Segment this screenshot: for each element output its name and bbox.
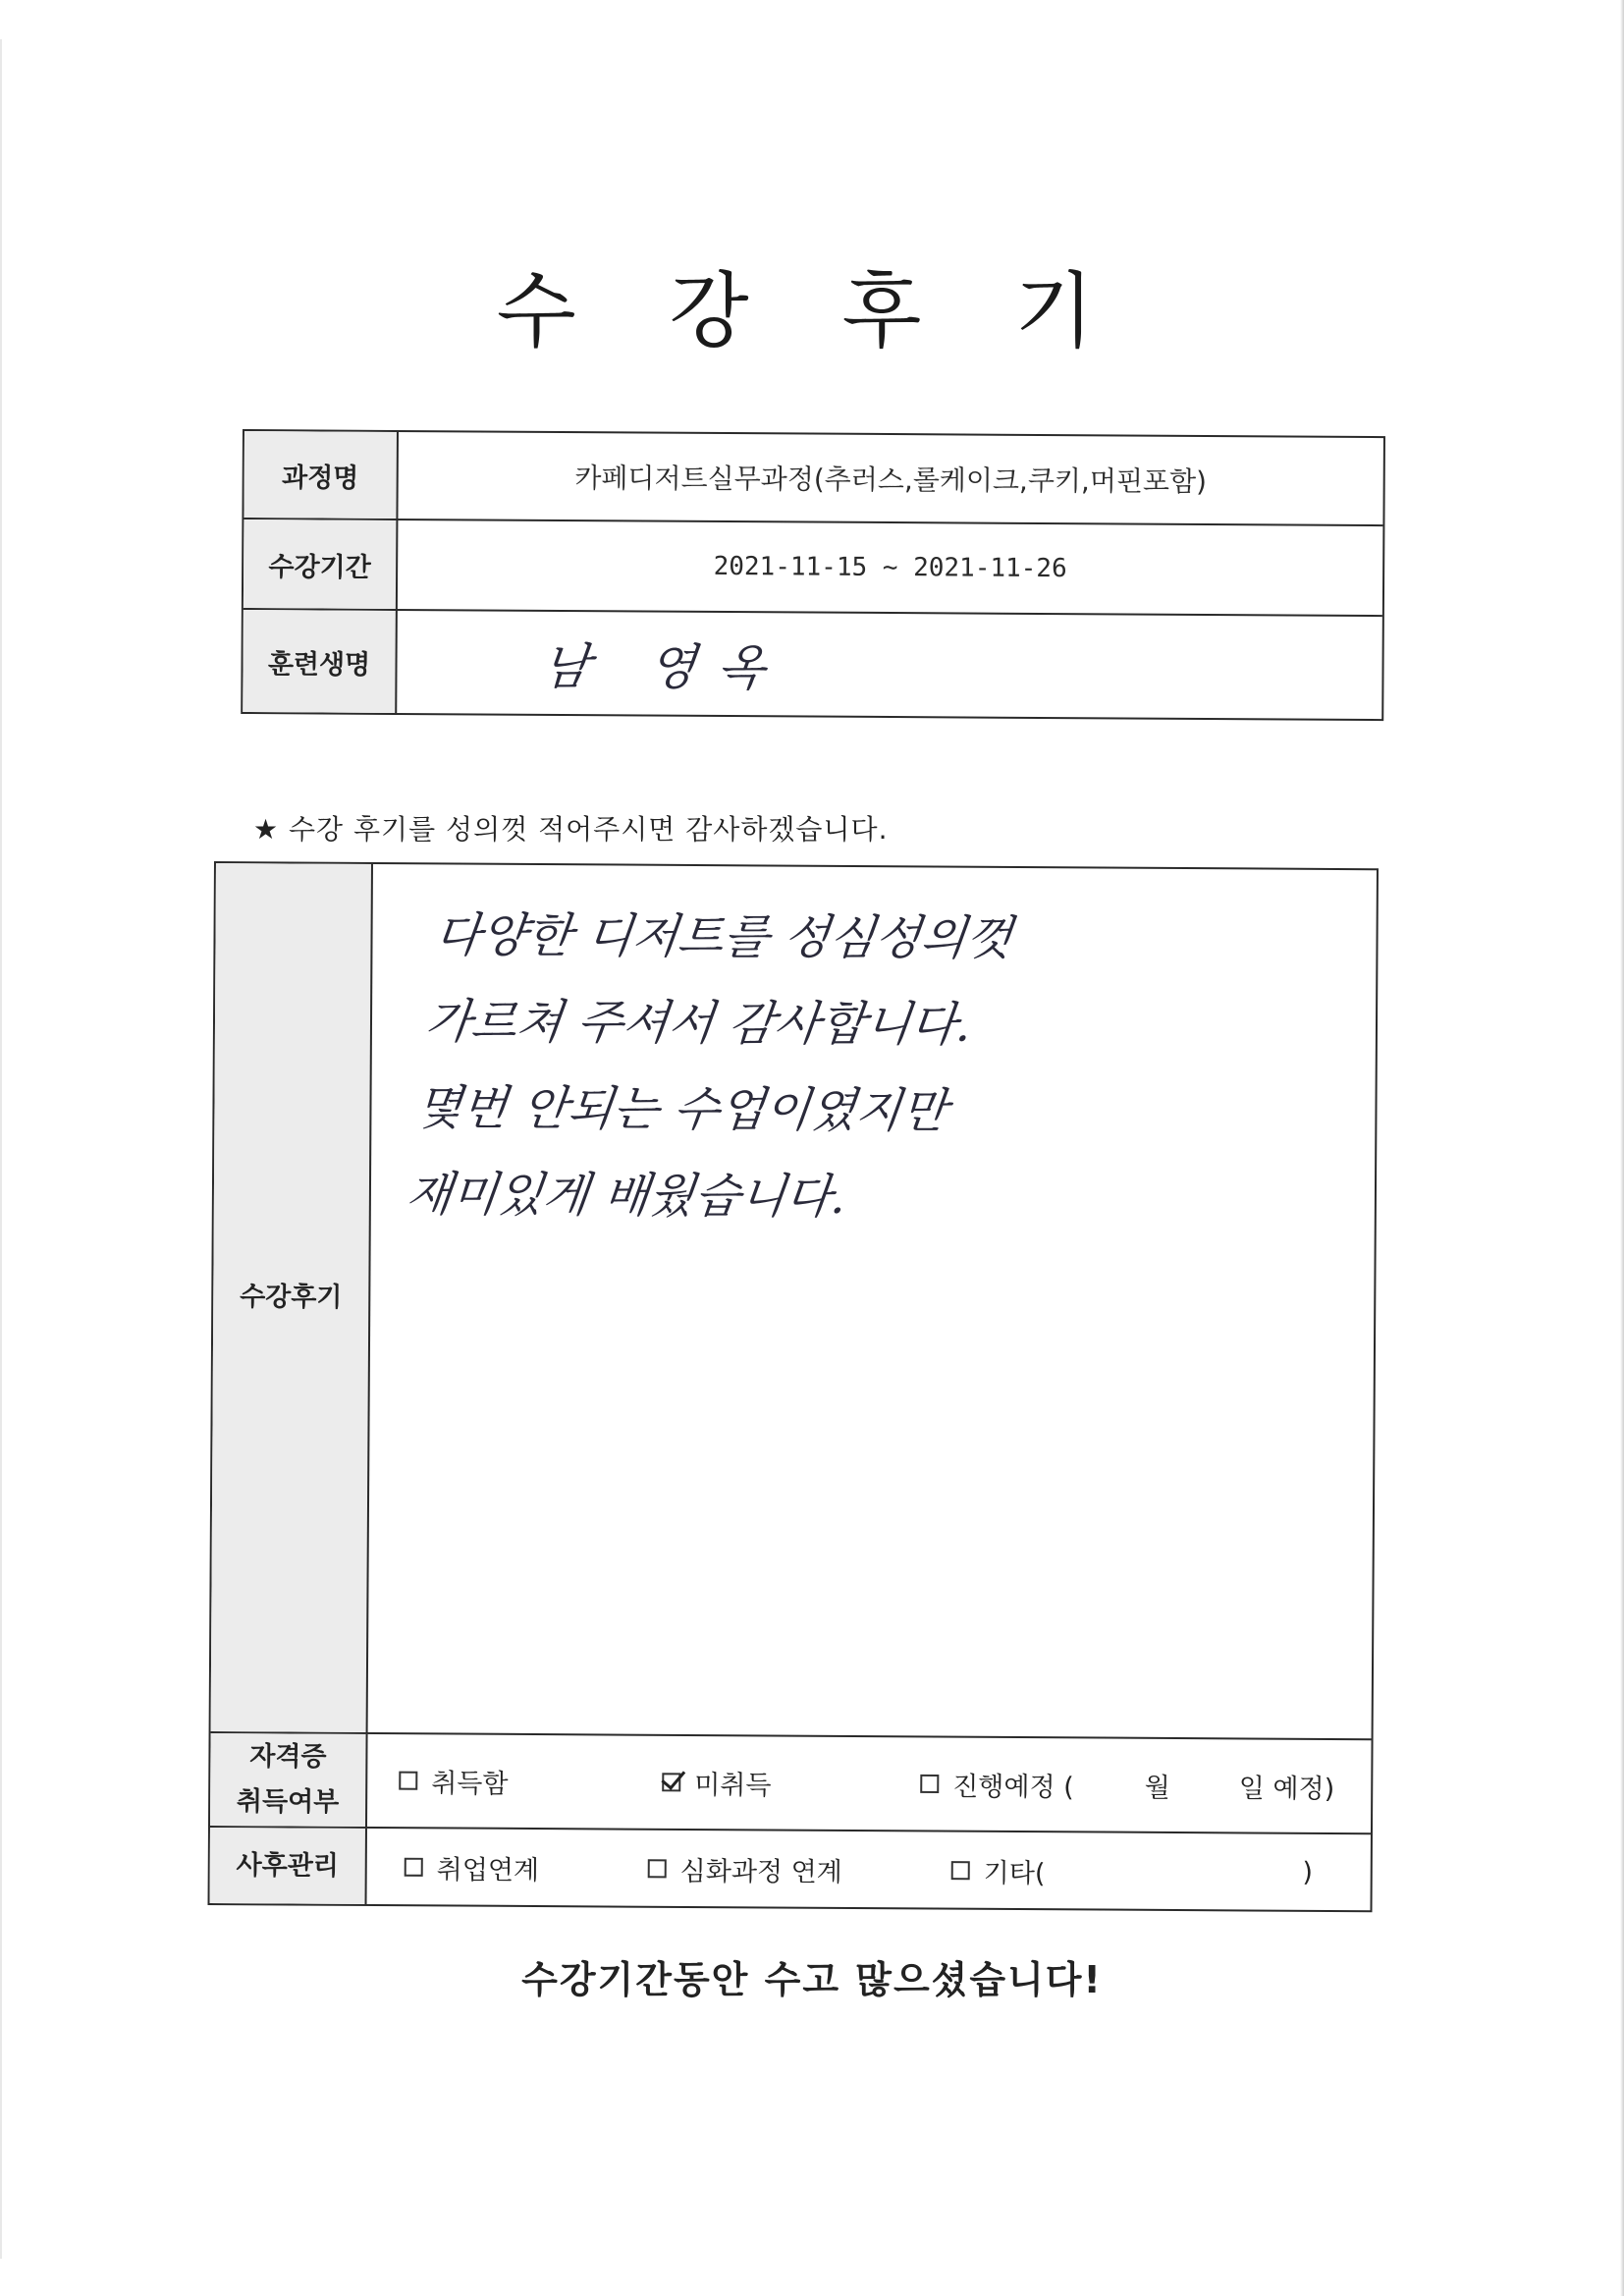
certification-label-line1: 자격증 xyxy=(249,1741,327,1773)
trainee-name-handwritten: 남 영옥 xyxy=(538,637,790,697)
option-in-progress-label: 진행예정 ( xyxy=(952,1772,1074,1803)
certification-label-line2: 취득여부 xyxy=(236,1786,340,1818)
option-other-close: ) xyxy=(1302,1856,1314,1887)
period-value: 2021-11-15 ~ 2021-11-26 xyxy=(713,551,1067,584)
month-label: 월 xyxy=(1144,1773,1170,1804)
scan-edge xyxy=(0,39,2,2259)
day-label: 일 예정) xyxy=(1238,1773,1335,1805)
certification-row xyxy=(210,1733,1372,1834)
review-line: 가르쳐 주셔서 감사합니다. xyxy=(422,994,975,1053)
trainee-row xyxy=(243,610,1382,719)
certification-label xyxy=(210,1733,368,1827)
option-advanced-course[interactable] xyxy=(648,1849,842,1888)
page-title: 수 강 후 기 xyxy=(496,263,1128,359)
option-advanced-label: 심화과정 연계 xyxy=(679,1855,842,1887)
closing-message: 수강기간동안 수고 많으셨습니다! xyxy=(521,1958,1103,2001)
review-handwritten-text xyxy=(402,892,1324,1242)
course-info-table xyxy=(241,429,1385,721)
review-line: 다양한 디저트를 성심성의껏 xyxy=(432,907,1015,966)
review-table xyxy=(208,861,1379,1912)
review-row xyxy=(211,863,1377,1740)
checked-checkbox-icon[interactable] xyxy=(662,1773,680,1791)
option-other[interactable] xyxy=(951,1851,1313,1891)
checkbox-icon[interactable] xyxy=(920,1775,939,1793)
course-row xyxy=(244,431,1383,526)
instruction-note: ★ 수강 후기를 성의껏 적어주시면 감사하겠습니다. xyxy=(253,813,889,846)
aftercare-row xyxy=(210,1828,1371,1910)
option-job-label: 취업연계 xyxy=(436,1854,540,1886)
period-row xyxy=(244,519,1383,617)
option-job-link[interactable] xyxy=(405,1847,540,1886)
aftercare-options xyxy=(367,1829,1371,1910)
option-acquired-label: 취득함 xyxy=(431,1768,509,1800)
period-label: 수강기간 xyxy=(244,519,399,609)
review-line: 재미있게 배웠습니다. xyxy=(403,1167,850,1225)
option-not-acquired-label: 미취득 xyxy=(694,1770,772,1801)
checkbox-icon[interactable] xyxy=(405,1857,423,1876)
checkbox-icon[interactable] xyxy=(951,1861,970,1880)
course-label: 과정명 xyxy=(244,431,399,519)
option-not-acquired[interactable] xyxy=(662,1763,771,1802)
aftercare-label: 사후관리 xyxy=(210,1828,367,1904)
certification-options xyxy=(367,1734,1372,1832)
checkbox-icon[interactable] xyxy=(648,1859,667,1878)
course-value: 카페디저트실무과정(추러스,롤케이크,쿠키,머핀포함) xyxy=(574,462,1208,498)
checkbox-icon[interactable] xyxy=(399,1772,417,1790)
option-acquired[interactable] xyxy=(399,1762,508,1801)
trainee-label: 훈련생명 xyxy=(243,610,398,713)
review-label: 수강후기 xyxy=(211,863,373,1732)
option-other-label: 기타( xyxy=(983,1857,1046,1889)
review-line: 몇번 안되는 수업이였지만 xyxy=(412,1080,950,1139)
option-in-progress[interactable] xyxy=(920,1765,1334,1806)
